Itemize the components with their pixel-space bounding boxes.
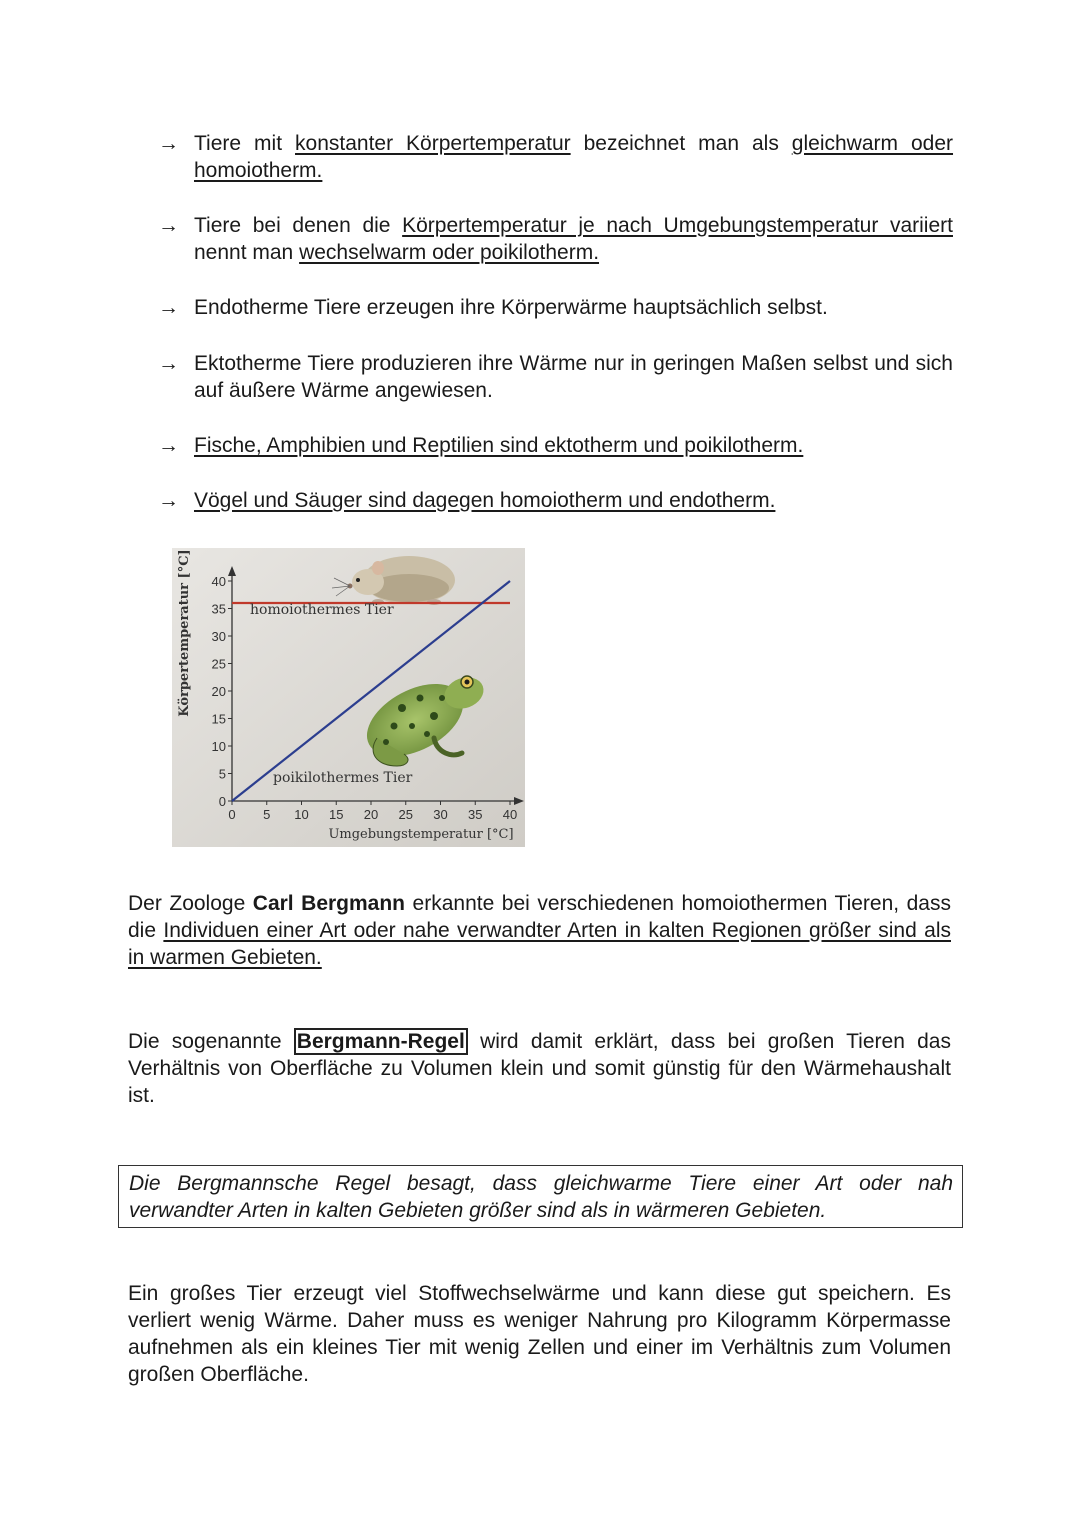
y-tick-label: 40 (211, 574, 226, 589)
y-tick-label: 5 (218, 766, 226, 782)
y-tick-label: 35 (211, 601, 226, 617)
x-tick-label: 25 (398, 807, 413, 822)
bullet-text: Tiere mit konstanter Körpertemperatur bezeichnet man als gleichwarm oder homoiotherm. (194, 132, 954, 182)
bergmann-regel-term: Bergmann-Regel (294, 1028, 468, 1055)
y-tick-label: 25 (211, 656, 226, 672)
x-tick-label: 30 (433, 807, 448, 822)
x-tick-label: 35 (468, 807, 483, 822)
bullet-text: Fische, Amphibien und Reptilien sind ektotherm und poikilotherm. (194, 434, 804, 457)
conclusion-paragraph: Ein großes Tier erzeugt viel Stoffwechselwärme und kann diese gut speichern. Es verliert wenig Wärme. Daher muss es weniger Nahrung pro Kilogramm Körpermasse aufnehmen als ein kleines Tier mit wenig Zellen und einer im Verhältnis zum Volumen großen Oberfläche. (128, 1282, 951, 1386)
x-tick-label: 5 (263, 807, 271, 822)
bullet-endotherm (158, 294, 953, 321)
x-tick-label: 0 (228, 807, 236, 822)
bullet-text: Tiere bei denen die Körpertemperatur je nach Umgebungstemperatur variiert nennt man wechselwarm oder poikilotherm. (194, 214, 953, 264)
bullet-text: Endotherme Tiere erzeugen ihre Körperwärme hauptsächlich selbst. (194, 296, 828, 319)
bergmann-rule-explanation: Die sogenannte Bergmann-Regel wird damit erklärt, dass bei großen Tieren das Verhältnis von Oberfläche zu Volumen klein und somit günstig für den Wärmehaushalt ist. (128, 1030, 951, 1107)
y-tick-label: 15 (211, 711, 226, 727)
bergmann-intro: Der Zoologe Carl Bergmann erkannte bei verschiedenen homoiothermen Tieren, dass die Individuen einer Art oder nahe verwandter Arten in kalten Regionen größer sind als in warmen Gebieten. (128, 892, 951, 969)
arrow-icon: → (158, 132, 179, 155)
arrow-icon: → (158, 296, 179, 319)
bullet-voegel (158, 487, 953, 514)
arrow-icon: → (158, 434, 179, 457)
x-tick-label: 20 (363, 807, 379, 822)
bullet-text: Ektotherme Tiere produzieren ihre Wärme nur in geringen Maßen selbst und sich auf äußere Wärme angewiesen. (194, 352, 953, 402)
x-tick-label: 10 (294, 807, 309, 822)
x-axis-label: Umgebungstemperatur [°C] (328, 827, 514, 842)
y-tick-label: 20 (211, 684, 226, 699)
legend-poikilotherm: poikilothermes Tier (273, 770, 413, 786)
bullet-ektotherm (158, 350, 953, 404)
arrow-icon: → (158, 489, 179, 512)
y-tick-label: 0 (218, 794, 226, 809)
chart-svg (172, 548, 525, 847)
temperature-chart (172, 548, 525, 847)
bullet-poikilotherm (158, 212, 953, 266)
bullet-text: Vögel und Säuger sind dagegen homoiotherm und endotherm. (194, 489, 776, 512)
y-tick-label: 10 (211, 739, 226, 754)
bullet-fische (158, 432, 953, 459)
arrow-icon: → (158, 214, 179, 237)
bullet-homoiotherm (158, 130, 953, 184)
y-tick-label: 30 (211, 629, 226, 644)
y-axis-label: Körpertemperatur [°C] (177, 549, 192, 717)
legend-homoiotherm: homoiothermes Tier (250, 602, 394, 618)
x-tick-label: 40 (502, 807, 518, 822)
rule-definition-box: Die Bergmannsche Regel besagt, dass gleichwarme Tiere einer Art oder nah verwandter Arten in kalten Gebieten größer sind als in wärmeren Gebieten. (118, 1165, 963, 1228)
arrow-icon: → (158, 352, 179, 375)
x-tick-label: 15 (329, 807, 344, 822)
